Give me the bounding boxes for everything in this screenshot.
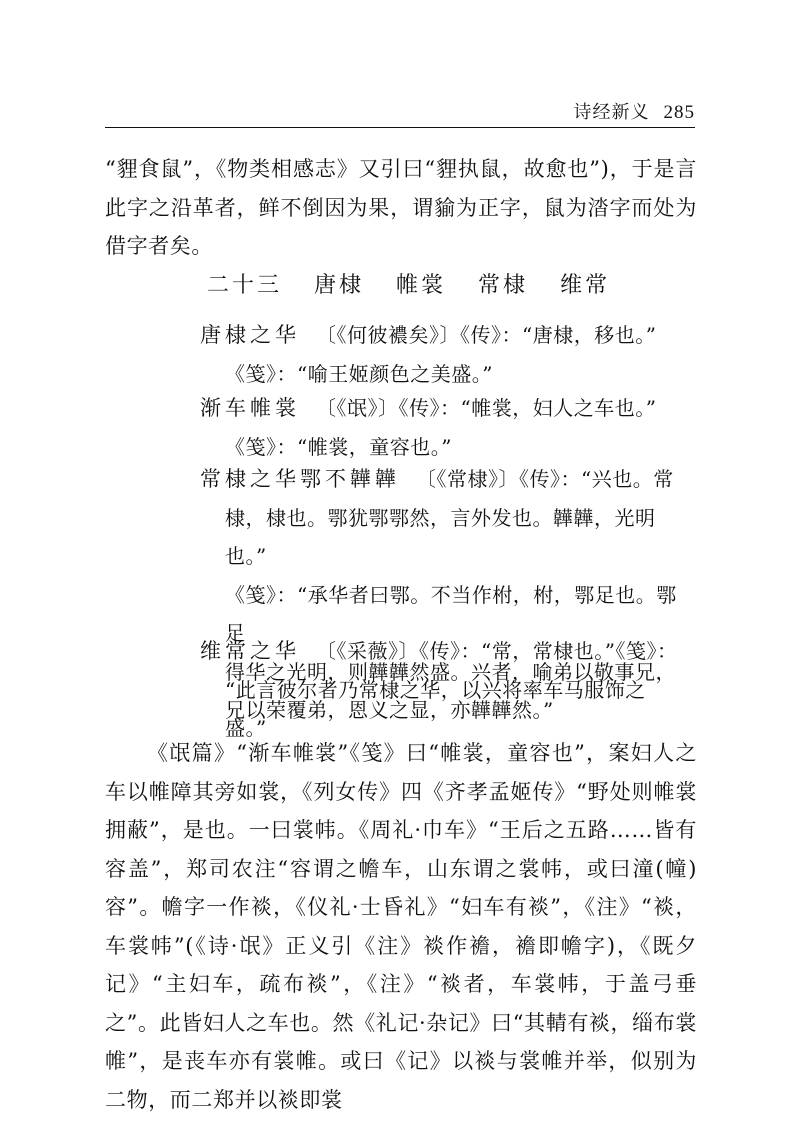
entry-gloss: 〔《氓》〕《传》：“帷裳，妇人之车也。” [316,396,657,420]
section-heading [207,268,632,299]
section-title-2: 帷裳 [396,273,447,298]
entry-term: 维常之华 [200,639,300,663]
body-paragraph-continued: “貍食鼠”，《物类相感志》又引曰“貍执鼠，故愈也”)，于是言此字之沿革者，鲜不倒因为果，谓貐为正字，鼠为涾字而处为借字者矣。 [105,157,697,258]
body-paragraph: 《氓篇》“渐车帷裳”《笺》曰“帷裳，童容也”，案妇人之车以帷障其旁如裳，《列女传》四《齐孝孟姬传》“野处则帷裳拥蔽”，是也。一曰裳帏。《周礼·巾车》“王后之五路……皆有容盖”，郑司农注“容谓之幨车，山东谓之裳帏，或曰潼(幢)容”。幨字一作裧，《仪礼·士昏礼》“妇车有裧”，《注》“裧，车裳帏”(《诗·氓》正义引《注》裧作襜，襜即幨字)，《既夕记》“主妇车，疏布裧”，《注》“裧者，车裳帏，于盖弓垂之”。此皆妇人之车也。然《礼记·杂记》曰“其輤有裧，缁布裳帷”，是丧车亦有裳帷。或曰《记》以裧与裳帷并举，似别为二物，而二郑并以裧即裳 [105,741,697,1112]
gloss-entry [200,316,697,393]
gloss-entry [200,632,697,748]
book-title: 诗经新义 [573,102,650,123]
entry-gloss: 〔《采薇》〕《传》：“常，常棣也。”《笺》： [316,639,678,663]
section-title-3: 常棣 [478,273,529,298]
entry-gloss-line: “此言彼尔者乃常棣之华，以兴将率车马服饰之 [225,677,646,702]
entry-gloss-line: 盛。” [225,716,267,740]
section-title-4: 维常 [560,273,611,298]
running-header [105,98,695,124]
entry-term: 渐车帷裳 [200,396,300,420]
entry-gloss-line: 《笺》：“帷裳，童容也。” [225,434,452,459]
entry-gloss-line: 得华之光明，则韡韡然盛。兴者，喻弟以敬事兄， [225,659,676,684]
gloss-entry [200,389,697,466]
entry-gloss-line: 《笺》：“承华者曰鄂。不当作柎，柎，鄂足也。鄂足 [225,582,677,645]
entry-gloss-line: 《笺》：“喻王姬颜色之美盛。” [225,361,493,386]
section-number: 二十三 [207,273,283,298]
entry-gloss: 〔《常棣》〕《传》：“兴也。常 [416,467,674,491]
entry-term: 常棣之华鄂不韡韡 [200,467,400,491]
header-rule [105,127,695,128]
entry-term: 唐棣之华 [200,323,300,347]
entry-gloss: 〔《何彼襛矣》〕《传》：“唐棣，移也。” [316,323,657,347]
section-title-1: 唐棣 [314,273,365,298]
page-number: 285 [663,102,695,123]
entry-gloss-line: 棣，棣也。鄂犹鄂鄂然，言外发也。韡韡，光明也。” [225,505,656,568]
entry-gloss-line: 兄以荣覆弟，恩义之显，亦韡韡然。” [225,698,554,722]
